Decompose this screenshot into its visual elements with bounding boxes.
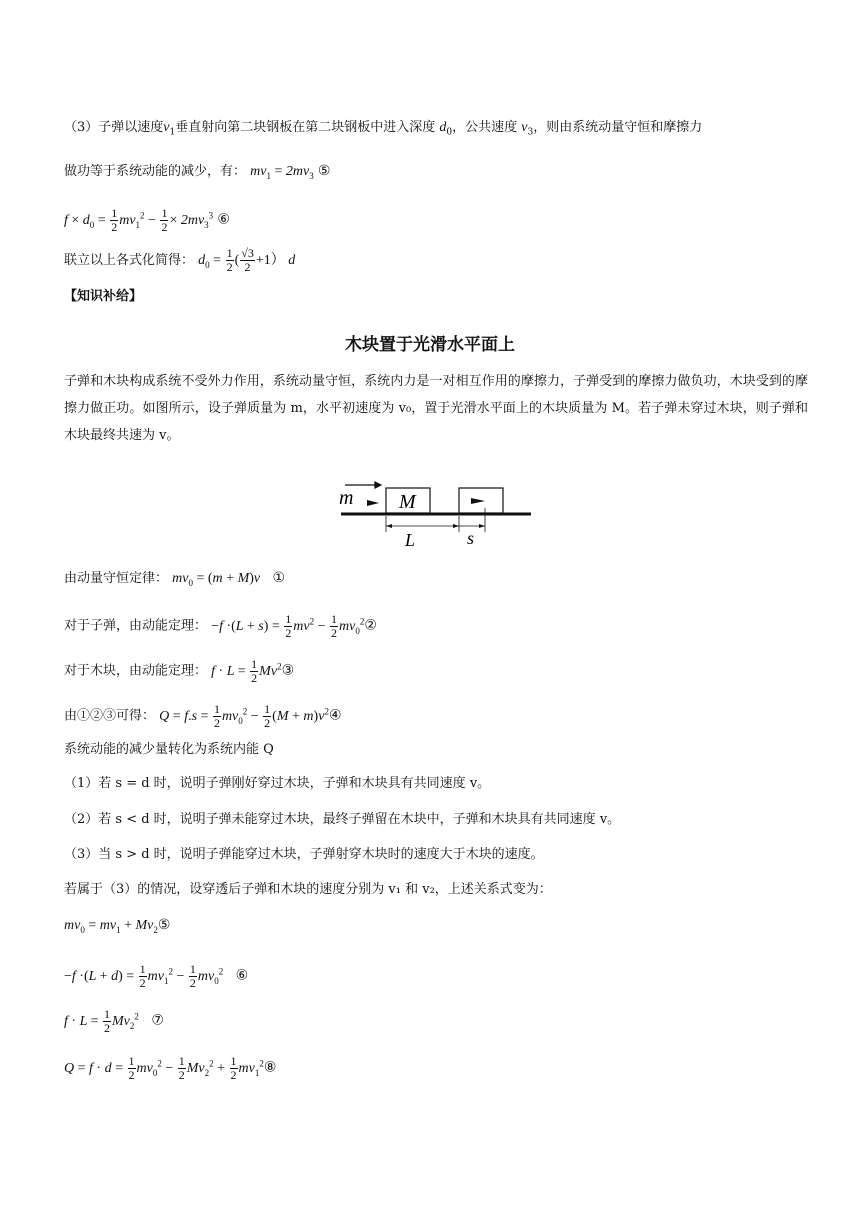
text: （3）子弹以速度	[64, 120, 164, 135]
eq-mark: ⑤	[317, 163, 331, 179]
eq-mark: ①	[272, 570, 286, 586]
var-d0: d	[439, 120, 447, 135]
text: 由①②③可得：	[64, 708, 156, 724]
eq-mark: ③	[281, 662, 295, 679]
eq-mark: ⑤	[157, 917, 171, 933]
case-3: （3）当 s > d 时，说明子弹能穿过木块，子弹射穿木块时的速度大于木块的速度。	[64, 847, 544, 862]
para-3-line1	[64, 118, 702, 143]
text: ，公共速度	[452, 120, 518, 135]
text: 做功等于系统动能的减少，有：	[64, 164, 247, 179]
var-v1: v	[163, 120, 170, 135]
eq-mark: ⑥	[217, 211, 230, 228]
eq-mark: ⑥	[235, 967, 249, 984]
fig-label-m: m	[339, 487, 354, 509]
fig-label-s: s	[467, 528, 475, 548]
intro-paragraph: 子弹和木块构成系统不受外力作用，系统动量守恒，系统内力是一对相互作用的摩擦力，子弹受到的摩擦力做负功，木块受到的摩擦力做正功。如图所示，设子弹质量为 m，水平初速度为 v₀，置于光滑水平面上的木块质量为 M。若子弹未穿过木块，则子弹和木块最终共速为 v。	[64, 374, 808, 443]
eq-mark: ②	[364, 617, 377, 634]
equation-7b: f · L = $\frac{1}{2}$ $Mv_2^2$ ⑦	[64, 1006, 164, 1035]
eq-mark: ⑧	[263, 1059, 277, 1076]
sub: 3	[527, 127, 534, 138]
sub: 0	[446, 127, 453, 138]
simplify-line: 联立以上各式化简得： $d_0$ = $\frac{1}{2}$ ( $\frac{√3}{2}$ +1） d	[64, 246, 296, 275]
law-3: 对于木块，由动能定理： f · L = $\frac{1}{2}$ Mv$^2$③	[64, 656, 295, 685]
case-3b: 若属于（3）的情况，设穿透后子弹和木块的速度分别为 v₁ 和 v₂，上述关系式变为：	[64, 882, 552, 897]
case-1: （1）若 s = d 时，说明子弹刚好穿过木块，子弹和木块具有共同速度 v。	[64, 776, 491, 791]
fig-label-L: L	[405, 530, 416, 550]
sub: 1	[169, 127, 176, 138]
bullet-block-figure	[335, 480, 540, 552]
law-4: 由①②③可得： Q = f.s = $\frac{1}{2}$ $mv_0^2$ − $\frac{1}{2}$ $(M + m)v^2④$	[64, 701, 342, 730]
equation-5b: $mv_0 = mv_1$ + $Mv_2⑤$	[64, 917, 171, 935]
equation-8b: Q = f · d = $\frac{1}{2}$ $mv_0^2$ − $\frac{1}{2}$ $Mv_2^2$ + $\frac{1}{2}$ $mv_1^2⑧$	[64, 1053, 277, 1082]
text: 对于木块，由动能定理：	[64, 663, 208, 679]
equation-momentum: $mv_1 = 2mv_3$	[250, 164, 314, 181]
text: 对于子弹，由动能定理：	[64, 618, 208, 634]
var-v3: v	[521, 120, 528, 135]
eq-mark: ⑦	[151, 1012, 164, 1029]
text: 垂直射向第二块钢板在第二块钢板中进入深度	[175, 120, 436, 135]
para-3-line2	[64, 161, 330, 186]
case-2: （2）若 s < d 时，说明子弹未能穿过木块，最终子弹留在木块中，子弹和木块具有共同速度 v。	[64, 812, 621, 827]
law-2: 对于子弹，由动能定理： −f ·(L + s) = $\frac{1}{2}$ $mv^2$ − $\frac{1}{2}$ $mv_0^2②$	[64, 611, 377, 640]
law-1: 由动量守恒定律： $mv_0 = (m + M)v$ ①	[64, 570, 286, 588]
equation-6: $f \times d_0$ = $\frac{1}{2}$ $mv_1^2$ − $\frac{1}{2}$ × $2mv_3^3$ ⑥	[64, 205, 230, 234]
fig-label-M: M	[399, 491, 416, 513]
eq-mark: ④	[328, 707, 342, 724]
text: 由动量守恒定律：	[64, 571, 169, 586]
equation-6b: −f ·(L + d) = $\frac{1}{2}$ $mv_1^2$ − $\frac{1}{2}$ $mv_0^2$ ⑥	[64, 961, 249, 990]
text: ，则由系统动量守恒和摩擦力	[533, 120, 703, 135]
text: 联立以上各式化简得：	[64, 253, 195, 268]
section-title: 木块置于光滑水平面上	[345, 335, 515, 355]
supplement-label: 【知识补给】	[64, 289, 143, 304]
convert-line: 系统动能的减少量转化为系统内能 Q	[64, 742, 274, 757]
